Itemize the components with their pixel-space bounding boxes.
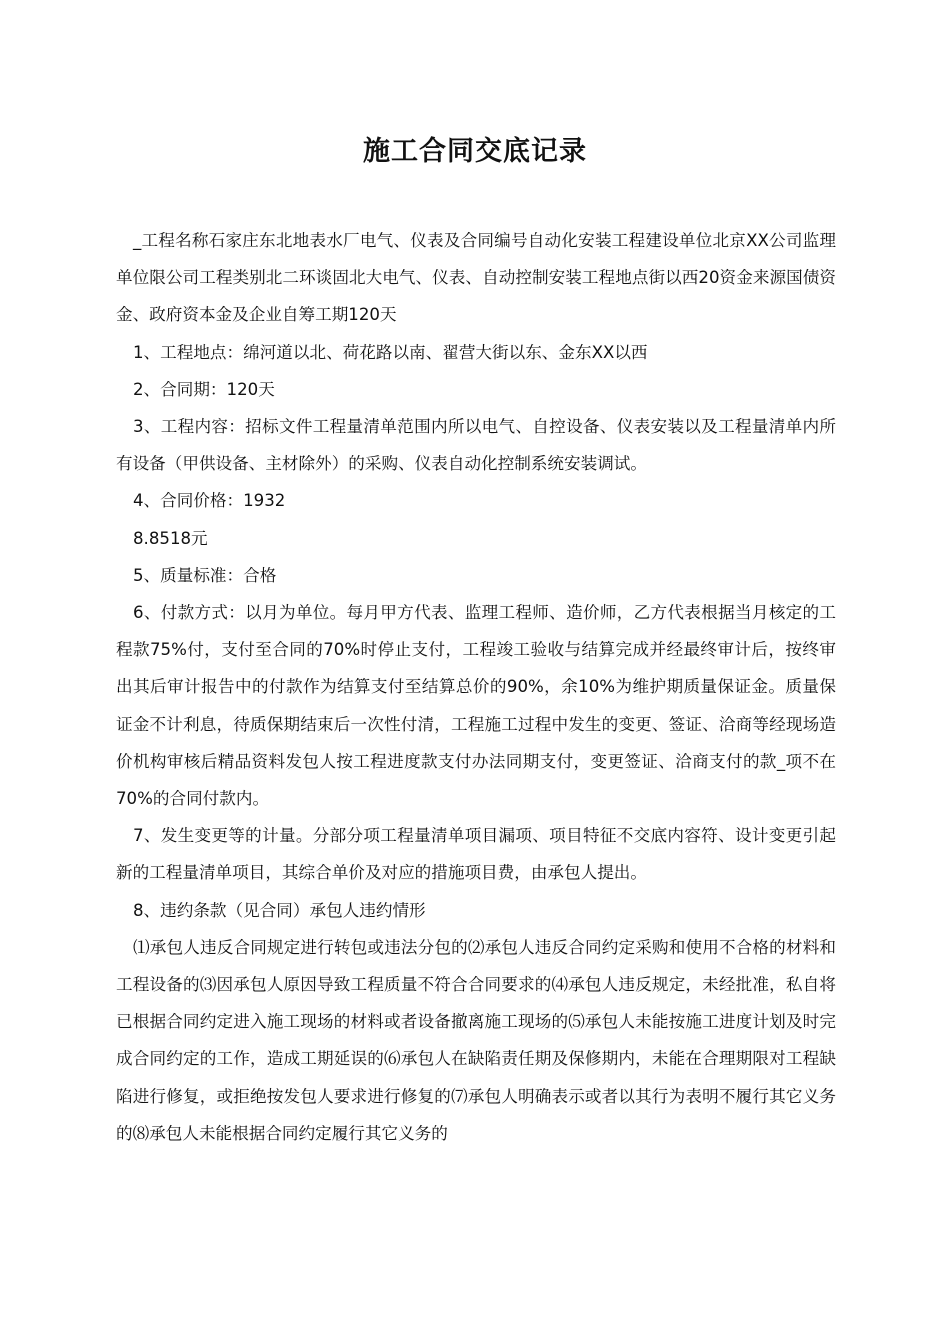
- quality-standard-item: 5、质量标准：合格: [133, 565, 277, 585]
- payment-method-item: 6、付款方式：以月为单位。每月甲方代表、监理工程师、造价师，乙方代表根据当月核定的工程款75%付，支付至合同的70%时停止支付，工程竣工验收与结算完成并经最终审计后，按终审出其后审计报告中的付款作为结算支付至结算总价的90%，余10%为维护期质量保证金。质量保证金不计利息，待质保期结束后一次性付清，工程施工过程中发生的变更、签证、洽商等经现场造价机构审核后精品资料发包人按工程进度款支付办法同期支付，变更签证、洽商支付的款_项不在70%的合同付款内。: [116, 603, 836, 809]
- project-scope-item: 3、工程内容：招标文件工程量清单范围内所以电气、自控设备、仪表安装以及工程量清单内所有设备（甲供设备、主材除外）的采购、仪表自动化控制系统安装调试。: [116, 417, 836, 474]
- document-title: 施工合同交底记录: [363, 136, 587, 167]
- breach-situations-paragraph: ⑴承包人违反合同规定进行转包或违法分包的⑵承包人违反合同约定采购和使用不合格的材料和工程设备的⑶因承包人原因导致工程质量不符合合同要求的⑷承包人违反规定，未经批准，私自将已根据合同约定进入施工现场的材料或者设备撤离施工现场的⑸承包人未能按施工进度计划及时完成合同约定的工作，造成工期延误的⑹承包人在缺陷责任期及保修期内，未能在合理期限对工程缺陷进行修复，或拒绝按发包人要求进行修复的⑺承包人明确表示或者以其行为表明不履行其它义务的⑻承包人未能根据合同约定履行其它义务的: [116, 937, 836, 1143]
- document-body: [116, 222, 836, 1152]
- breach-clause-item: 8、违约条款（见合同）承包人违约情形: [133, 900, 426, 920]
- project-info-paragraph: _工程名称石家庄东北地表水厂电气、仪表及合同编号自动化安装工程建设单位北京XX公司监理单位限公司工程类别北二环谈固北大电气、仪表、自动控制安装工程地点街以西20资金来源国债资金、政府资本金及企业自筹工期120天: [116, 231, 836, 325]
- contract-price-continuation: 8.8518元: [133, 528, 208, 548]
- contract-price-item: 4、合同价格：1932: [133, 491, 286, 511]
- project-location-item: 1、工程地点：绵河道以北、荷花路以南、翟营大街以东、金东XX以西: [133, 342, 648, 362]
- contract-period-item: 2、合同期：120天: [133, 379, 275, 399]
- change-measurement-item: 7、发生变更等的计量。分部分项工程量清单项目漏项、项目特征不交底内容符、设计变更引起新的工程量清单项目，其综合单价及对应的措施项目费，由承包人提出。: [116, 826, 836, 883]
